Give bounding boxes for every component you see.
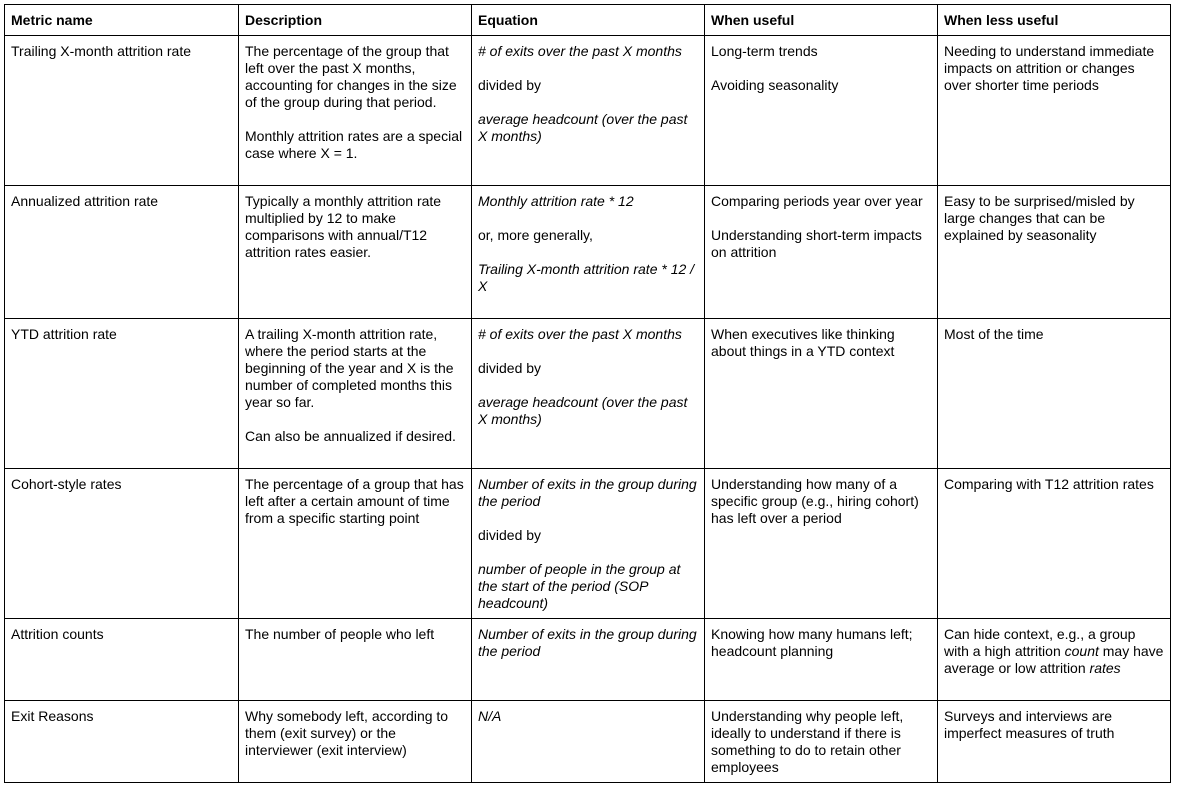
when-less-useful-cell bbox=[938, 701, 1171, 783]
description-cell bbox=[239, 36, 472, 186]
equation-general: Trailing X-month attrition rate * 12 / X bbox=[478, 261, 695, 294]
metric-name: Exit Reasons bbox=[11, 708, 94, 724]
metric-name: Cohort-style rates bbox=[11, 476, 122, 492]
metric-name-cell bbox=[5, 619, 239, 701]
equation-denominator: average headcount (over the past X months) bbox=[478, 111, 688, 144]
metric-name-cell bbox=[5, 186, 239, 319]
equation-operator: divided by bbox=[478, 527, 542, 543]
equation-numerator: # of exits over the past X months bbox=[478, 43, 682, 59]
header-when-less-useful: When less useful bbox=[938, 5, 1171, 36]
description-text: Typically a monthly attrition rate multiplied by 12 to make comparisons with annual/T12 attrition rates easier. bbox=[245, 193, 442, 260]
description-text: Monthly attrition rates are a special case where X = 1. bbox=[245, 128, 463, 161]
description-text: Why somebody left, according to them (exit survey) or the interviewer (exit interview) bbox=[245, 708, 449, 758]
table-row bbox=[5, 701, 1171, 783]
when-less-useful-cell bbox=[938, 619, 1171, 701]
when-less-useful-text: Needing to understand immediate impacts on attrition or changes over shorter time periods bbox=[944, 43, 1155, 93]
when-less-useful-cell bbox=[938, 36, 1171, 186]
text-run: Can hide context, e.g., a group with a high attrition bbox=[944, 626, 1136, 659]
when-useful-text: When executives like thinking about things in a YTD context bbox=[711, 326, 895, 359]
header-equation: Equation bbox=[472, 5, 705, 36]
table-row bbox=[5, 186, 1171, 319]
when-useful-cell bbox=[705, 619, 938, 701]
equation-numerator: Number of exits in the group during the period bbox=[478, 476, 697, 509]
equation-numerator: # of exits over the past X months bbox=[478, 326, 682, 342]
description-text: The number of people who left bbox=[245, 626, 435, 642]
when-less-useful-text: Comparing with T12 attrition rates bbox=[944, 476, 1154, 492]
when-less-useful-cell bbox=[938, 469, 1171, 619]
equation-cell bbox=[472, 469, 705, 619]
when-useful-text: Understanding why people left, ideally to understand if there is something to do to retain other employees bbox=[711, 708, 904, 775]
description-cell bbox=[239, 469, 472, 619]
table-header-row bbox=[5, 5, 1171, 36]
when-useful-text: Long-term trends bbox=[711, 43, 818, 59]
description-text: A trailing X-month attrition rate, where the period starts at the beginning of the year and X is the number of completed months this year so far. bbox=[245, 326, 454, 410]
metric-name-cell bbox=[5, 469, 239, 619]
description-cell bbox=[239, 319, 472, 469]
metric-name-cell bbox=[5, 701, 239, 783]
equation-denominator: number of people in the group at the start of the period (SOP headcount) bbox=[478, 561, 681, 611]
header-metric-name: Metric name bbox=[5, 5, 239, 36]
metric-name-cell bbox=[5, 36, 239, 186]
when-less-useful-cell bbox=[938, 186, 1171, 319]
equation-text: N/A bbox=[478, 708, 502, 724]
metric-name: Trailing X-month attrition rate bbox=[11, 43, 191, 59]
equation-operator: divided by bbox=[478, 77, 542, 93]
metric-name: Annualized attrition rate bbox=[11, 193, 159, 209]
metric-name-cell bbox=[5, 319, 239, 469]
header-description: Description bbox=[239, 5, 472, 36]
text-run: may have average or low attrition bbox=[944, 643, 1164, 676]
equation-text: Number of exits in the group during the period bbox=[478, 626, 697, 659]
when-useful-text: Understanding short-term impacts on attrition bbox=[711, 227, 922, 260]
emphasis-count: count bbox=[1064, 643, 1099, 659]
description-cell bbox=[239, 619, 472, 701]
equation-cell bbox=[472, 319, 705, 469]
when-useful-cell bbox=[705, 469, 938, 619]
when-useful-cell bbox=[705, 186, 938, 319]
equation-denominator: average headcount (over the past X months) bbox=[478, 394, 688, 427]
when-less-useful-text: Surveys and interviews are imperfect measures of truth bbox=[944, 708, 1115, 741]
emphasis-rates: rates bbox=[1089, 660, 1121, 676]
when-useful-text: Avoiding seasonality bbox=[711, 77, 839, 93]
equation-primary: Monthly attrition rate * 12 bbox=[478, 193, 634, 209]
when-useful-cell bbox=[705, 36, 938, 186]
when-less-useful-text bbox=[944, 626, 1164, 677]
equation-cell bbox=[472, 701, 705, 783]
description-cell bbox=[239, 186, 472, 319]
equation-connector: or, more generally, bbox=[478, 227, 593, 243]
description-text: Can also be annualized if desired. bbox=[245, 428, 456, 444]
when-useful-cell bbox=[705, 319, 938, 469]
equation-cell bbox=[472, 619, 705, 701]
metric-name: YTD attrition rate bbox=[11, 326, 117, 342]
description-cell bbox=[239, 701, 472, 783]
when-useful-cell bbox=[705, 701, 938, 783]
when-useful-text: Understanding how many of a specific group (e.g., hiring cohort) has left over a period bbox=[711, 476, 919, 526]
when-useful-text: Knowing how many humans left; headcount planning bbox=[711, 626, 913, 659]
table-row bbox=[5, 619, 1171, 701]
when-less-useful-text: Easy to be surprised/misled by large changes that can be explained by seasonality bbox=[944, 193, 1135, 243]
equation-cell bbox=[472, 186, 705, 319]
table-row bbox=[5, 36, 1171, 186]
header-when-useful: When useful bbox=[705, 5, 938, 36]
table-row bbox=[5, 319, 1171, 469]
when-less-useful-cell bbox=[938, 319, 1171, 469]
equation-cell bbox=[472, 36, 705, 186]
when-useful-text: Comparing periods year over year bbox=[711, 193, 923, 209]
description-text: The percentage of a group that has left after a certain amount of time from a specific starting point bbox=[245, 476, 464, 526]
metric-name: Attrition counts bbox=[11, 626, 104, 642]
attrition-metrics-table bbox=[4, 4, 1171, 783]
description-text: The percentage of the group that left over the past X months, accounting for changes in the size of the group during that period. bbox=[245, 43, 457, 110]
equation-operator: divided by bbox=[478, 360, 542, 376]
when-less-useful-text: Most of the time bbox=[944, 326, 1044, 342]
table-row bbox=[5, 469, 1171, 619]
